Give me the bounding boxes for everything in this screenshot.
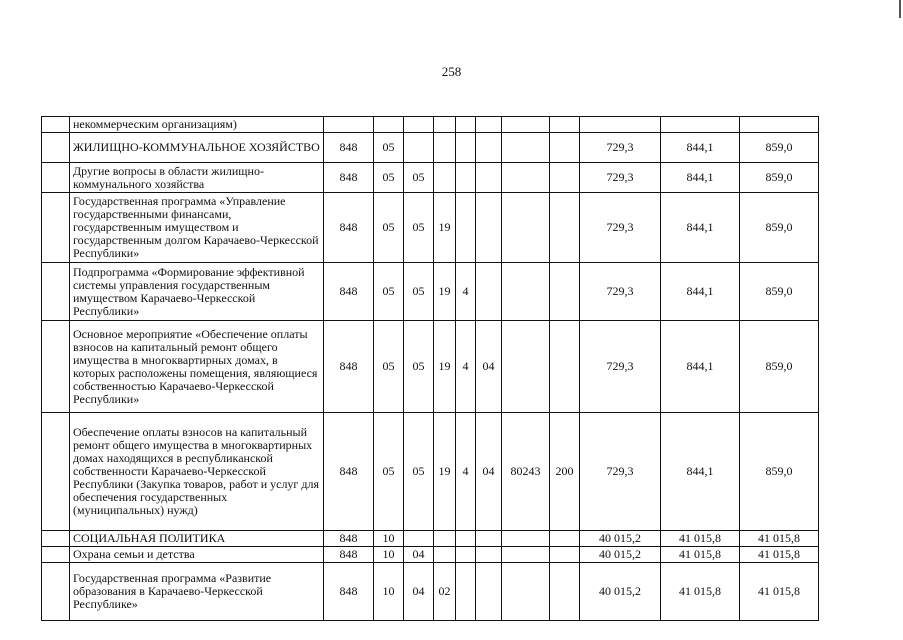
amount-2019-cell: 729,3 <box>580 133 661 163</box>
direction-code-cell <box>502 117 550 133</box>
chapter-code-cell: 848 <box>324 547 374 563</box>
row-name-cell: некоммерческим организациям) <box>70 117 324 133</box>
amount-2020-cell: 41 015,8 <box>661 531 740 547</box>
section-code-cell: 05 <box>374 263 404 321</box>
subprogram-code-cell <box>456 563 476 621</box>
subsection-code-cell: 05 <box>404 263 434 321</box>
table-row <box>42 563 819 621</box>
chapter-code-cell: 848 <box>324 263 374 321</box>
amount-2019-cell: 729,3 <box>580 193 661 263</box>
event-code-cell <box>476 531 502 547</box>
amount-2020-cell: 41 015,8 <box>661 547 740 563</box>
row-marker-cell <box>42 321 70 413</box>
row-name-cell: СОЦИАЛЬНАЯ ПОЛИТИКА <box>70 531 324 547</box>
scan-edge-mark <box>899 0 901 18</box>
subsection-code-cell: 05 <box>404 413 434 531</box>
event-code-cell <box>476 547 502 563</box>
subprogram-code-cell <box>456 163 476 193</box>
amount-2020-cell: 844,1 <box>661 193 740 263</box>
subprogram-code-cell: 4 <box>456 321 476 413</box>
budget-table <box>41 116 819 621</box>
section-code-cell: 05 <box>374 413 404 531</box>
table-row <box>42 193 819 263</box>
chapter-code-cell: 848 <box>324 413 374 531</box>
subprogram-code-cell <box>456 193 476 263</box>
section-code-cell: 05 <box>374 193 404 263</box>
amount-2020-cell <box>661 117 740 133</box>
subsection-code-cell <box>404 133 434 163</box>
amount-2020-cell: 844,1 <box>661 263 740 321</box>
row-name-cell: Обеспечение оплаты взносов на капитальный ремонт общего имущества в многоквартирных домах находящихся в республиканской собственности Карачаево-Черкесской Республики (Закупка товаров, работ и услуг для обеспечения государственных (муниципальных) нужд) <box>70 413 324 531</box>
row-name-cell: Другие вопросы в области жилищно-коммунального хозяйства <box>70 163 324 193</box>
amount-2021-cell <box>740 117 819 133</box>
section-code-cell: 05 <box>374 133 404 163</box>
event-code-cell <box>476 263 502 321</box>
amount-2020-cell: 844,1 <box>661 133 740 163</box>
row-marker-cell <box>42 547 70 563</box>
direction-code-cell: 80243 <box>502 413 550 531</box>
amount-2021-cell: 859,0 <box>740 413 819 531</box>
direction-code-cell <box>502 547 550 563</box>
subsection-code-cell <box>404 531 434 547</box>
subprogram-code-cell <box>456 547 476 563</box>
amount-2021-cell: 41 015,8 <box>740 531 819 547</box>
chapter-code-cell: 848 <box>324 193 374 263</box>
table-row <box>42 321 819 413</box>
table-row <box>42 413 819 531</box>
table-row <box>42 547 819 563</box>
table-row <box>42 531 819 547</box>
program-code-cell <box>434 547 456 563</box>
row-name-cell: Охрана семьи и детства <box>70 547 324 563</box>
amount-2019-cell: 729,3 <box>580 163 661 193</box>
subsection-code-cell <box>404 117 434 133</box>
chapter-code-cell: 848 <box>324 563 374 621</box>
direction-code-cell <box>502 133 550 163</box>
table-row <box>42 133 819 163</box>
table-row <box>42 117 819 133</box>
table-row <box>42 263 819 321</box>
subprogram-code-cell <box>456 117 476 133</box>
amount-2019-cell: 729,3 <box>580 321 661 413</box>
direction-code-cell <box>502 563 550 621</box>
amount-2019-cell: 40 015,2 <box>580 547 661 563</box>
amount-2021-cell: 859,0 <box>740 263 819 321</box>
direction-code-cell <box>502 531 550 547</box>
row-marker-cell <box>42 193 70 263</box>
expense-type-code-cell <box>550 531 580 547</box>
subsection-code-cell: 05 <box>404 193 434 263</box>
section-code-cell: 05 <box>374 321 404 413</box>
event-code-cell: 04 <box>476 321 502 413</box>
expense-type-code-cell <box>550 117 580 133</box>
amount-2019-cell: 729,3 <box>580 413 661 531</box>
direction-code-cell <box>502 193 550 263</box>
program-code-cell <box>434 531 456 547</box>
chapter-code-cell <box>324 117 374 133</box>
row-marker-cell <box>42 163 70 193</box>
page-number: 258 <box>441 64 462 79</box>
event-code-cell: 04 <box>476 413 502 531</box>
row-marker-cell <box>42 413 70 531</box>
amount-2021-cell: 41 015,8 <box>740 563 819 621</box>
chapter-code-cell: 848 <box>324 531 374 547</box>
amount-2021-cell: 859,0 <box>740 133 819 163</box>
subsection-code-cell: 05 <box>404 321 434 413</box>
row-marker-cell <box>42 117 70 133</box>
row-marker-cell <box>42 531 70 547</box>
amount-2019-cell: 40 015,2 <box>580 531 661 547</box>
event-code-cell <box>476 117 502 133</box>
expense-type-code-cell <box>550 193 580 263</box>
subprogram-code-cell <box>456 531 476 547</box>
expense-type-code-cell <box>550 563 580 621</box>
subsection-code-cell: 04 <box>404 563 434 621</box>
subsection-code-cell: 04 <box>404 547 434 563</box>
direction-code-cell <box>502 163 550 193</box>
amount-2021-cell: 859,0 <box>740 321 819 413</box>
event-code-cell <box>476 193 502 263</box>
expense-type-code-cell <box>550 263 580 321</box>
chapter-code-cell: 848 <box>324 321 374 413</box>
program-code-cell: 19 <box>434 321 456 413</box>
event-code-cell <box>476 163 502 193</box>
amount-2020-cell: 41 015,8 <box>661 563 740 621</box>
amount-2020-cell: 844,1 <box>661 321 740 413</box>
row-name-cell: Государственная программа «Развитие образования в Карачаево-Черкесской Республике» <box>70 563 324 621</box>
amount-2019-cell: 729,3 <box>580 263 661 321</box>
amount-2019-cell <box>580 117 661 133</box>
section-code-cell: 10 <box>374 547 404 563</box>
chapter-code-cell: 848 <box>324 133 374 163</box>
row-name-cell: Государственная программа «Управление государственными финансами, государственным имуществом и государственным долгом Карачаево-Черкесской Республики» <box>70 193 324 263</box>
subprogram-code-cell: 4 <box>456 413 476 531</box>
program-code-cell <box>434 133 456 163</box>
amount-2021-cell: 41 015,8 <box>740 547 819 563</box>
amount-2020-cell: 844,1 <box>661 413 740 531</box>
subprogram-code-cell: 4 <box>456 263 476 321</box>
section-code-cell: 10 <box>374 531 404 547</box>
row-marker-cell <box>42 133 70 163</box>
row-name-cell: Подпрограмма «Формирование эффективной системы управления государственным имуществом Карачаево-Черкесской Республики» <box>70 263 324 321</box>
subprogram-code-cell <box>456 133 476 163</box>
expense-type-code-cell <box>550 163 580 193</box>
program-code-cell: 02 <box>434 563 456 621</box>
direction-code-cell <box>502 263 550 321</box>
program-code-cell: 19 <box>434 413 456 531</box>
expense-type-code-cell <box>550 547 580 563</box>
section-code-cell: 10 <box>374 563 404 621</box>
amount-2020-cell: 844,1 <box>661 163 740 193</box>
expense-type-code-cell: 200 <box>550 413 580 531</box>
section-code-cell: 05 <box>374 163 404 193</box>
program-code-cell: 19 <box>434 193 456 263</box>
table-body <box>42 117 819 621</box>
row-name-cell: Основное мероприятие «Обеспечение оплаты взносов на капитальный ремонт общего имущества в многоквартирных домах, в которых расположены помещения, являющиеся собственностью Карачаево-Черкесской Республики» <box>70 321 324 413</box>
subsection-code-cell: 05 <box>404 163 434 193</box>
direction-code-cell <box>502 321 550 413</box>
amount-2021-cell: 859,0 <box>740 193 819 263</box>
table-row <box>42 163 819 193</box>
expense-type-code-cell <box>550 321 580 413</box>
event-code-cell <box>476 133 502 163</box>
event-code-cell <box>476 563 502 621</box>
chapter-code-cell: 848 <box>324 163 374 193</box>
row-name-cell: ЖИЛИЩНО-КОММУНАЛЬНОЕ ХОЗЯЙСТВО <box>70 133 324 163</box>
expense-type-code-cell <box>550 133 580 163</box>
program-code-cell <box>434 117 456 133</box>
amount-2021-cell: 859,0 <box>740 163 819 193</box>
program-code-cell: 19 <box>434 263 456 321</box>
row-marker-cell <box>42 263 70 321</box>
program-code-cell <box>434 163 456 193</box>
amount-2019-cell: 40 015,2 <box>580 563 661 621</box>
section-code-cell <box>374 117 404 133</box>
row-marker-cell <box>42 563 70 621</box>
